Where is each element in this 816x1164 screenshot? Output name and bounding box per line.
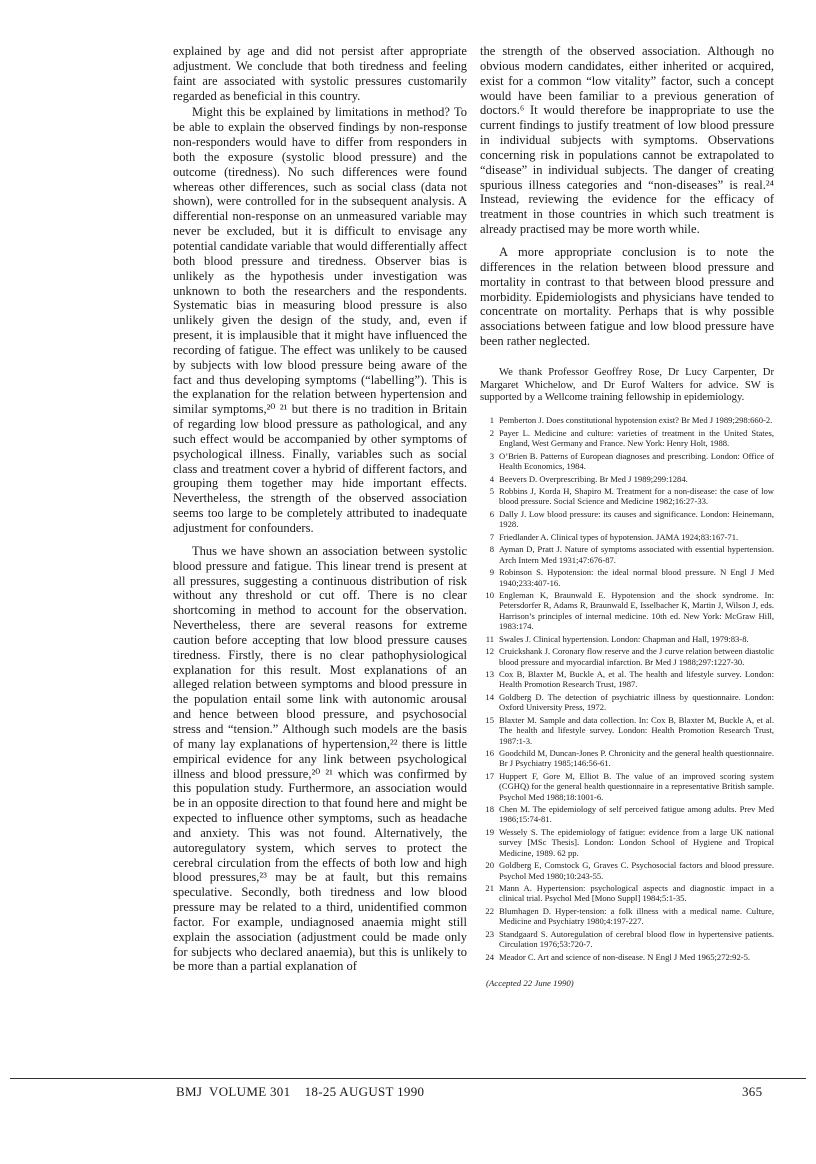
reference-number: 5 bbox=[489, 486, 494, 497]
reference-number: 16 bbox=[485, 748, 494, 759]
reference-text: Wessely S. The epidemiology of fatigue: evidence from a large UK national survey [MSc Thesis]. London: London School of Hygiene and Tropical Medicine, 1989. 62 pp. bbox=[499, 827, 774, 858]
reference-number: 6 bbox=[489, 508, 494, 519]
page-number: 365 bbox=[742, 1084, 763, 1099]
reference-item bbox=[480, 590, 774, 631]
footer-journal-info: BMJ VOLUME 301 18-25 AUGUST 1990 bbox=[176, 1084, 425, 1099]
reference-text: Engleman K, Braunwald E. Hypotension and the shock syndrome. In: Petersdorfer R, Adams R, Braunwald E, Isselbacher K, Martin J, Wilson J, eds. Harrison’s principles of internal medicine. 10th ed. New York: McGraw Hill, 1983:174. bbox=[499, 590, 774, 632]
reference-text: Swales J. Clinical hypertension. London: Chapman and Hall, 1979:83-8. bbox=[499, 633, 749, 644]
reference-number: 19 bbox=[485, 827, 494, 838]
reference-item bbox=[480, 509, 774, 530]
reference-text: Standgaard S. Autoregulation of cerebral blood flow in hypertensive patients. Circulation 1976;53:720-7. bbox=[499, 928, 774, 950]
acknowledgement: We thank Professor Geoffrey Rose, Dr Lucy Carpenter, Dr Margaret Whichelow, and Dr Eurof Walters for advice. SW is supported by a Wellcome training fellowship in epidemiology. bbox=[480, 366, 774, 404]
reference-text: Goldberg D. The detection of psychiatric illness by questionnaire. London: Oxford University Press, 1972. bbox=[499, 691, 774, 713]
reference-item bbox=[480, 486, 774, 507]
reference-item bbox=[480, 771, 774, 802]
reference-number: 20 bbox=[485, 860, 494, 871]
reference-item bbox=[480, 929, 774, 950]
reference-item bbox=[480, 952, 774, 962]
reference-text: Robinson S. Hypotension: the ideal normal blood pressure. N Engl J Med 1940;233:407-16. bbox=[499, 567, 774, 588]
reference-text: Dally J. Low blood pressure: its causes and significance. London: Heinemann, 1928. bbox=[499, 508, 774, 530]
reference-item bbox=[480, 860, 774, 881]
reference-item bbox=[480, 646, 774, 667]
reference-item bbox=[480, 906, 774, 927]
reference-number: 10 bbox=[485, 590, 494, 601]
reference-text: Mann A. Hypertension: psychological aspects and diagnostic impact in a clinical trial. Psychol Med [Mono Suppl] 1984;5:1-35. bbox=[499, 883, 774, 904]
reference-text: Goodchild M, Duncan-Jones P. Chronicity and the general health questionnaire. Br J Psychiatry 1985;146:56-61. bbox=[499, 748, 774, 769]
paragraph-association-discussion: Thus we have shown an association between systolic blood pressure and fatigue. This linear trend is present at all pressures, suggesting a continuous distribution of risk without any threshold or cut off. There is no clear shortcoming in method to account for the observation. Nevertheless, there are several reasons for extreme caution before accepting that low blood pressure causes tiredness. Firstly, there is no clear pathophysiological explanation for this result. Most explanations of an alleged relation between symptoms and blood pressure in the population entail some link with autonomic arousal and hence between blood pressure, and psychosocial stress and “tension.” Although such models are the basis of many lay explanations of hypertension,²² there is little empirical evidence for any link between psychological illness and blood pressure,²⁰ ²¹ which was confirmed by this population study. Furthermore, an association would be in an opposite direction to that found here and might be expected to influence other symptoms, such as headache and anxiety. This was not found. Alternatively, the autoregulatory system, which serves to protect the cerebral circulation from the effects of both low and high blood pressures,²³ may be at fault, but this remains speculative. Secondly, both tiredness and low blood pressure may be related to a third, unidentified common factor. For example, undiagnosed anaemia might still explain the association (adjustment could be made only for subjects who declared anaemia), but this is unlikely to be more than a partial explanation of bbox=[173, 543, 467, 974]
reference-item bbox=[480, 669, 774, 690]
reference-number: 9 bbox=[489, 567, 494, 578]
reference-text: Huppert F, Gore M, Elliot B. The value of an improved scoring system (CGHQ) for the general health questionnaire in a representative British sample. Psychol Med 1988;18:1001-6. bbox=[499, 770, 774, 802]
paragraph-low-vitality: the strength of the observed association. Although no obvious modern candidates, either inherited or acquired, exist for a common “low vitality” factor, such a concept would have been familiar to a previous generation of doctors.⁶ It would therefore be inappropriate to use the current findings to justify treatment of low blood pressure in individual subjects with symptoms. Observations concerning risk in populations cannot be extrapolated to “disease” in individual subjects. The danger of creating spurious illness categories and “non-diseases” is real.²⁴ Instead, reviewing the evidence for the efficacy of treatment in those countries in which such treatment is already practised may be more worth while. bbox=[480, 44, 774, 237]
reference-item bbox=[480, 883, 774, 904]
reference-text: Chen M. The epidemiology of self perceived fatigue among adults. Prev Med 1986;15:74-81. bbox=[499, 804, 774, 825]
reference-number: 4 bbox=[489, 473, 494, 484]
reference-number: 11 bbox=[485, 633, 494, 644]
reference-item bbox=[480, 692, 774, 713]
reference-number: 7 bbox=[489, 531, 494, 542]
reference-item bbox=[480, 532, 774, 542]
footer-divider bbox=[10, 1078, 806, 1079]
reference-text: Meador C. Art and science of non-disease. N Engl J Med 1965;272:92-5. bbox=[499, 951, 751, 962]
reference-item bbox=[480, 428, 774, 449]
reference-text: Goldberg E, Comstock G, Graves C. Psychosocial factors and blood pressure. Psychol Med 1980;10:243-55. bbox=[499, 860, 774, 881]
reference-item bbox=[480, 415, 774, 425]
accepted-date: (Accepted 22 June 1990) bbox=[486, 978, 574, 989]
reference-item bbox=[480, 474, 774, 484]
reference-item bbox=[480, 715, 774, 746]
reference-number: 21 bbox=[485, 883, 494, 894]
reference-item bbox=[480, 748, 774, 769]
reference-item bbox=[480, 451, 774, 472]
right-column bbox=[480, 44, 774, 988]
reference-text: Cox B, Blaxter M, Buckle A, et al. The health and lifestyle survey. London: Health Promotion Research Trust, 1987. bbox=[499, 669, 774, 690]
paragraph-conclusion: A more appropriate conclusion is to note the differences in the relation between blood pressure and mortality in contrast to that between blood pressure and morbidity. Epidemiologists and physicians have tended to concentrate on mortality. Perhaps that is why possible associations between fatigue and low blood pressure have been rather neglected. bbox=[480, 244, 774, 349]
reference-item bbox=[480, 804, 774, 825]
reference-number: 22 bbox=[485, 905, 494, 916]
reference-text: Beevers D. Overprescribing. Br Med J 1989;299:1284. bbox=[499, 473, 688, 484]
reference-text: Cruickshank J. Coronary flow reserve and the J curve relation between diastolic blood pressure and myocardial infarction. Br Med J 1988;297:1227-30. bbox=[499, 646, 774, 667]
reference-text: Blumhagen D. Hyper-tension: a folk illness with a medical name. Culture, Medicine and Psychiatry 1980;4:197-227. bbox=[499, 905, 774, 927]
reference-number: 18 bbox=[485, 804, 494, 815]
reference-list bbox=[480, 415, 774, 962]
reference-item bbox=[480, 567, 774, 588]
reference-number: 12 bbox=[485, 646, 494, 657]
reference-text: Blaxter M. Sample and data collection. In: Cox B, Blaxter M, Buckle A, et al. The health and lifestyle survey. London: Health Promotion Research Trust, 1987:1-3. bbox=[499, 714, 774, 746]
reference-number: 3 bbox=[489, 450, 494, 461]
reference-text: Pemberton J. Does constitutional hypotension exist? Br Med J 1989;298:660-2. bbox=[499, 415, 773, 426]
reference-text: O’Brien B. Patterns of European diagnoses and prescribing. London: Office of Health Economics, 1984. bbox=[499, 450, 774, 472]
reference-text: Ayman D, Pratt J. Nature of symptoms associated with essential hypertension. Arch Intern Med 1931;47:676-87. bbox=[499, 544, 774, 565]
reference-number: 1 bbox=[489, 415, 494, 426]
reference-item bbox=[480, 634, 774, 644]
reference-number: 23 bbox=[485, 928, 494, 939]
left-column bbox=[173, 44, 467, 974]
reference-number: 24 bbox=[485, 951, 494, 962]
reference-text: Robbins J, Korda H, Shapiro M. Treatment for a non-disease: the case of low blood pressure. Social Science and Medicine 1982;16:27-33. bbox=[499, 486, 774, 507]
reference-text: Friedlander A. Clinical types of hypotension. JAMA 1924;83:167-71. bbox=[499, 531, 739, 542]
reference-item bbox=[480, 827, 774, 858]
reference-number: 2 bbox=[489, 427, 494, 438]
reference-number: 13 bbox=[485, 669, 494, 680]
reference-number: 8 bbox=[489, 544, 494, 555]
reference-number: 14 bbox=[485, 691, 494, 702]
reference-number: 15 bbox=[485, 714, 494, 725]
reference-item bbox=[480, 544, 774, 565]
reference-number: 17 bbox=[485, 770, 494, 781]
paragraph-continuation: explained by age and did not persist after appropriate adjustment. We conclude that both tiredness and feeling faint are associated with systolic pressures customarily regarded as beneficial in this country. bbox=[173, 44, 467, 103]
paragraph-method-limitations: Might this be explained by limitations in method? To be able to explain the observed findings by non-response non-responders would have to differ from responders in both the exposure (systolic blood pressure) and the outcome (tiredness). No such differences were found whereas other differences, such as social class (data not shown), were controlled for in the subsequent analysis. A differential non-response on an unmeasured variable may never be excluded, but it is difficult to envisage any potential candidate variable that would differentially affect both blood pressure and tiredness. Observer bias is unlikely as the hypothesis under investigation was unknown to both the researchers and the respondents. Systematic bias in measuring blood pressure is also unlikely given the design of the study, and, even if present, it is implausible that it might have influenced the recording of fatigue. The effect was unlikely to be caused by subjects with low blood pressure being aware of the fact and thus developing symptoms (“labelling”). This is the explanation for the relation between hypertension and similar symptoms,²⁰ ²¹ but there is no tradition in Britain of regarding low blood pressure as pathological, and any such effect would be accompanied by other symptoms of psychological illness. Finally, variables such as social class and treatment cover a hybrid of different factors, and grouping them together may hide important effects. Nevertheless, the strength of the observed association seems too large to be completely attributed to inadequate adjustment for confounders. bbox=[173, 105, 467, 535]
reference-text: Payer L. Medicine and culture: varieties of treatment in the United States, England, West Germany and France. New York: Henry Holt, 1988. bbox=[499, 427, 774, 449]
